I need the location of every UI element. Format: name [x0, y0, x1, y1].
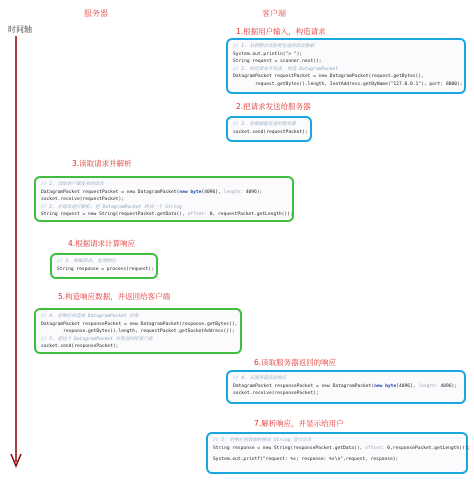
- param-hint: offset:: [365, 445, 385, 451]
- code-comment: // 3. 根据请求, 处理响应: [57, 259, 116, 264]
- code-text: 0,responsePacket.getLength());: [384, 445, 471, 451]
- code-line: [41, 189, 287, 197]
- client-header: 客户端: [262, 9, 286, 18]
- code-text: DatagramPacket responsePacket = new DatagramPacket(: [233, 383, 375, 389]
- param-hint: length:: [418, 383, 438, 389]
- code-comment: // 1. 从控制台读取要发送的请求数据: [233, 44, 314, 49]
- code-keyword: new byte: [374, 383, 397, 389]
- code-line: DatagramPacket responsePacket = new DatagramPacket(response.getBytes(),: [41, 321, 238, 327]
- code-comment: // 2. 构造请求并发送. 构造 DatagramPacket: [233, 66, 338, 72]
- server-read-request-box: [34, 176, 294, 222]
- code-comment: // 3. 把数据报发送给服务器: [233, 122, 296, 127]
- step-3-label: 3.读取请求并解析: [72, 159, 132, 168]
- code-line: socket.receive(requestPacket);: [41, 197, 124, 203]
- code-line: socket.send(responsePacket);: [41, 344, 119, 350]
- code-comment: // 4. 从服务器读取响应: [233, 376, 287, 381]
- client-read-response-box: [226, 370, 466, 404]
- client-send-request-box: [226, 116, 312, 142]
- step-6-label: 6.读取服务器返回的响应: [254, 358, 337, 367]
- server-header: 服务器: [84, 9, 108, 18]
- param-hint: length:: [223, 189, 243, 195]
- code-text: String request = new String(requestPacket.getData(),: [41, 212, 188, 218]
- code-line: [233, 383, 459, 391]
- timeline-arrow: [8, 36, 24, 472]
- code-text: 4096);: [437, 383, 458, 389]
- code-line: socket.receive(responsePacket);: [233, 391, 319, 397]
- code-text: [4096],: [201, 189, 224, 195]
- code-comment: // 5. 把这个 DatagramPacket 对象返回给客户端: [41, 336, 153, 342]
- step-5-label: 5.构造响应数据，并返回给客户端: [58, 292, 171, 301]
- code-line: System.out.println("> ");: [233, 51, 303, 57]
- step-7-label: 7.解析响应，并显示给用户: [254, 419, 344, 428]
- step-1-label: 1.根据用户输入，构造请求: [236, 27, 326, 36]
- code-line: socket.send(requestPacket);: [233, 129, 308, 135]
- timeline-label: 时间轴: [8, 25, 32, 34]
- code-line: String request = scanner.next();: [233, 59, 322, 65]
- code-text: 4096);: [242, 189, 263, 195]
- code-text: String response = new String(responsePacket.getData(),: [213, 445, 366, 451]
- code-line: response.getBytes().length, requestPacket.getSocketAddress());: [41, 329, 235, 335]
- code-comment: // 5. 把响应的数据转换成 String 显示出来: [213, 438, 312, 443]
- code-comment: // 2. 对请求进行解析, 把 DatagramPacket 转成一个 String: [41, 204, 182, 210]
- server-process-box: [50, 253, 158, 279]
- code-comment: // 4. 把响应构造成 DatagramPacket 对象: [41, 314, 139, 319]
- server-send-response-box: [34, 308, 242, 354]
- code-line: [213, 445, 471, 453]
- code-text: 0, requestPacket.getLength());: [206, 212, 293, 218]
- code-text: DatagramPacket requestPacket = new DatagramPacket(: [41, 189, 180, 195]
- code-line: System.out.printf("request: %s; response: %s\n",request, response);: [213, 457, 399, 463]
- code-line: request.getBytes().length, InetAddress.getByName("127.0.0.1"), port: 8000);: [233, 81, 463, 87]
- client-display-response-box: [206, 432, 471, 474]
- code-line: String response = process(request);: [57, 266, 154, 272]
- code-line: DatagramPacket requestPacket = new DatagramPacket(request.getBytes(),: [233, 74, 424, 80]
- code-text: [4096],: [396, 383, 419, 389]
- param-hint: offset:: [187, 212, 207, 218]
- step-4-label: 4.根据请求计算响应: [68, 239, 136, 248]
- client-build-request-box: [226, 38, 466, 94]
- code-keyword: new byte: [179, 189, 202, 195]
- step-2-label: 2.把请求发送给服务器: [236, 102, 311, 111]
- code-line: [41, 211, 293, 219]
- code-comment: // 1. 读取客户端发来的请求: [41, 182, 104, 187]
